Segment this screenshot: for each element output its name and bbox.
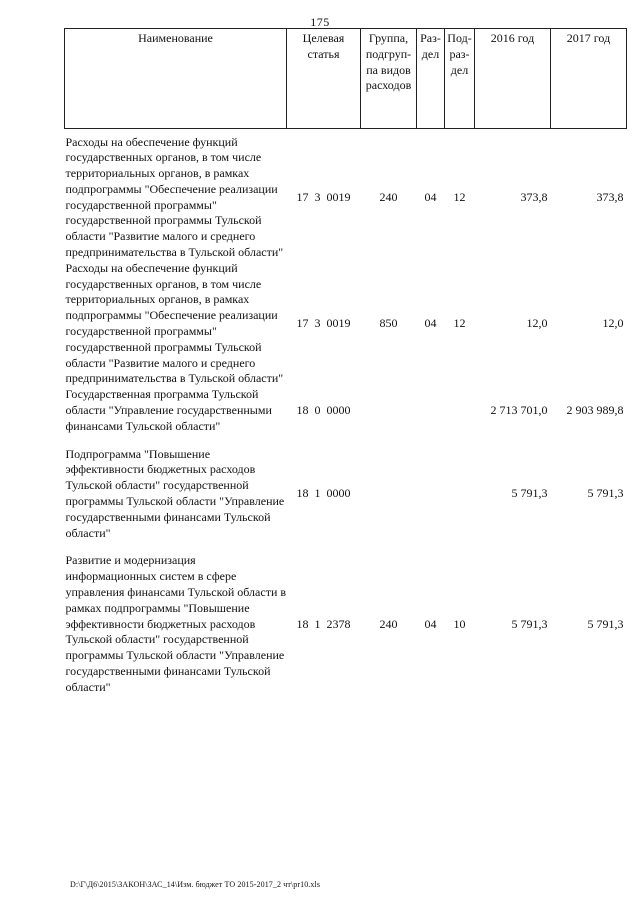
- table-row: [65, 447, 627, 542]
- row-2017: 373,8: [596, 189, 624, 204]
- row-group: [361, 387, 417, 434]
- row-subsection: 10: [453, 616, 466, 631]
- header-section: Раз- дел: [417, 29, 445, 129]
- row-section: 04: [424, 316, 437, 331]
- row-section: [417, 387, 445, 434]
- header-target: Целевая статья: [287, 29, 361, 129]
- row-2016: 5 791,3: [511, 616, 548, 631]
- page-number: 175: [310, 15, 330, 29]
- table-row: [65, 541, 627, 553]
- row-subsection: [445, 447, 475, 542]
- footer-file-path: D:\Г\Д6\2015\ЗАКОН\ЗАС_14\Изм. бюджет ТО 2015-2017_2 чт\рr10.xls: [70, 880, 321, 889]
- row-2016: 12,0: [526, 316, 548, 331]
- row-name: Расходы на обеспечение функций государственных органов, в том числе территориальных органов, в рамках подпрограммы "Обеспечение реализации государственной программы" государственной программы Тульской области "Развитие малого и среднего предпринимательства в Тульской области": [65, 134, 284, 260]
- row-target-code: 18 1 2378: [296, 616, 351, 631]
- header-name: Наименование: [65, 29, 287, 129]
- row-2017: 5 791,3: [587, 616, 624, 631]
- table-row: [65, 553, 627, 695]
- row-target-code: 18 0 0000: [296, 403, 351, 418]
- budget-table: [64, 28, 627, 696]
- header-subsection: Под- раз- дел: [445, 29, 475, 129]
- row-section: 04: [424, 189, 437, 204]
- row-group: 240: [379, 189, 398, 204]
- table-header: [65, 29, 627, 129]
- table-row: [65, 261, 627, 387]
- header-2017: 2017 год: [551, 29, 627, 129]
- table-body: [65, 129, 627, 696]
- row-name: Расходы на обеспечение функций государственных органов, в том числе территориальных органов, в рамках подпрограммы "Обеспечение реализации государственной программы" государственной программы Тульской области "Развитие малого и среднего предпринимательства в Тульской области": [65, 260, 284, 386]
- row-subsection: [445, 387, 475, 434]
- table-row: [65, 387, 627, 434]
- row-name: Подпрограмма "Повышение эффективности бюджетных расходов Тульской области" государственной программы Тульской области "Управление государственными финансами Тульской области": [65, 446, 285, 540]
- table-row: [65, 435, 627, 447]
- row-2016: 373,8: [520, 189, 548, 204]
- header-2016: 2016 год: [475, 29, 551, 129]
- row-target-code: 17 3 0019: [296, 189, 351, 204]
- row-name: Развитие и модернизация информационных систем в сфере управления финансами Тульской области в рамках подпрограммы "Повышение эффективности бюджетных расходов Тульской области" государственной программы Тульской области "Управление государственными финансами Тульской области": [65, 553, 287, 694]
- row-section: 04: [424, 616, 437, 631]
- row-target-code: 18 1 0000: [296, 486, 351, 501]
- row-target-code: 17 3 0019: [296, 316, 351, 331]
- row-section: [417, 447, 445, 542]
- header-group: Группа, подгруп- па видов расходов: [361, 29, 417, 129]
- table-row: [65, 135, 627, 261]
- row-group: 240: [379, 616, 398, 631]
- row-2017: 2 903 989,8: [566, 403, 624, 418]
- row-2017: 5 791,3: [587, 486, 624, 501]
- row-2016: 2 713 701,0: [490, 403, 548, 418]
- row-group: 850: [379, 316, 398, 331]
- row-group: [361, 447, 417, 542]
- row-2017: 12,0: [602, 316, 624, 331]
- row-name: Государственная программа Тульской области "Управление государственными финансами Тульской области": [65, 387, 272, 433]
- row-subsection: 12: [453, 189, 466, 204]
- row-subsection: 12: [453, 316, 466, 331]
- row-2016: 5 791,3: [511, 486, 548, 501]
